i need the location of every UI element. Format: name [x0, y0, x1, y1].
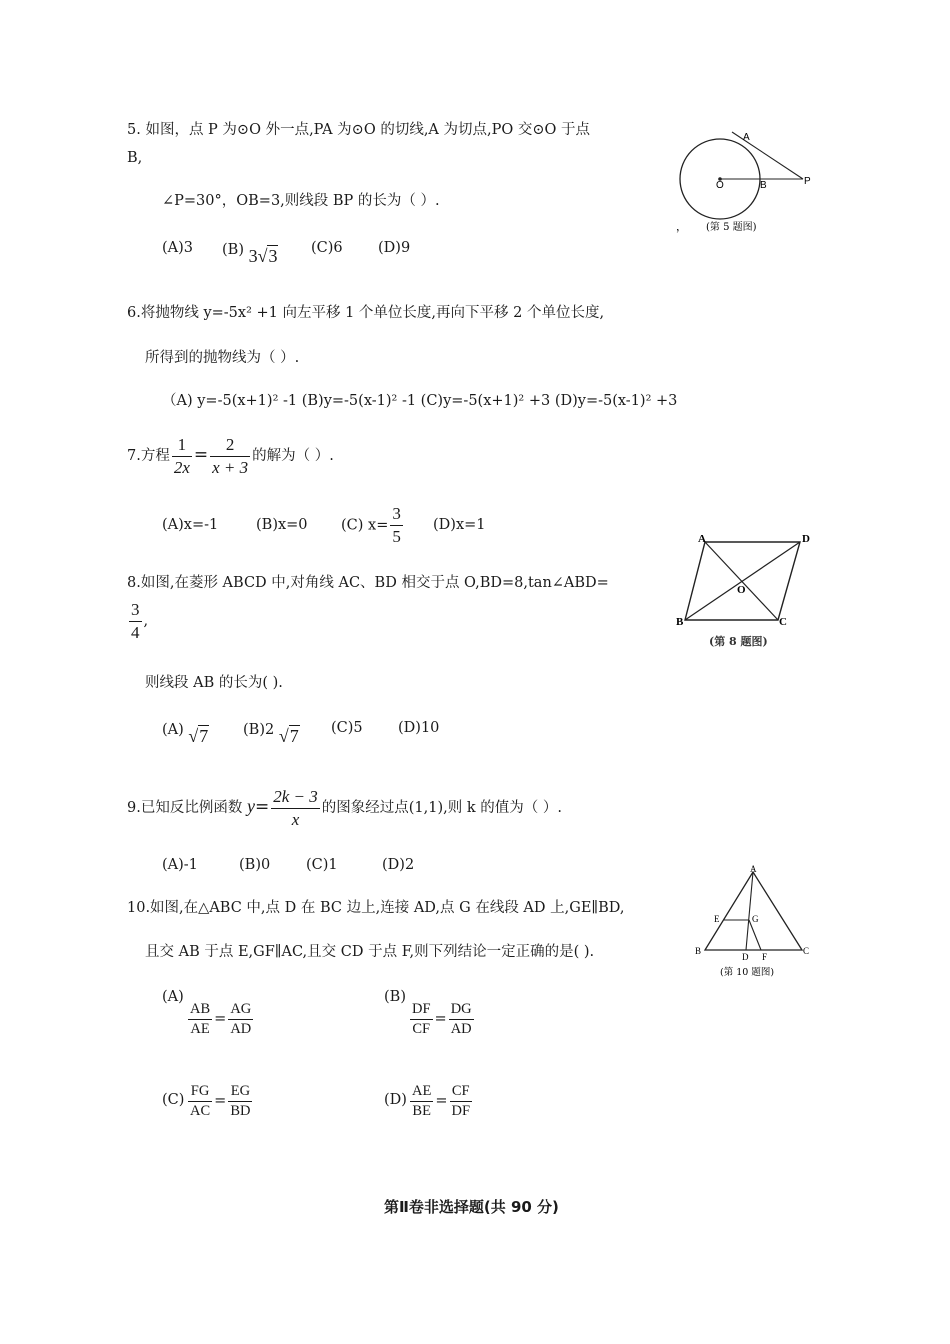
q8-figure: [676, 528, 816, 656]
q8-option-b: [243, 718, 300, 746]
q7-equals: =: [193, 445, 209, 465]
q7-lhs-fraction: [172, 434, 192, 479]
q7-stem: [127, 432, 334, 479]
q7-rhs-fraction: [210, 434, 250, 479]
q10-option-b-label: (B): [384, 989, 406, 1005]
q9-denominator: x: [291, 809, 300, 829]
q9-suffix: 的图象经过点(1,1),则 k 的值为（ ）.: [321, 800, 562, 816]
q7-option-c-denominator: 5: [392, 527, 401, 546]
q8-tan-denominator: 4: [131, 622, 140, 642]
q7-lhs-denominator: 2x: [173, 457, 190, 477]
q9-stem: [127, 783, 562, 831]
q10-fig-label-g: G: [752, 914, 759, 924]
q8-option-b-radicand: 7: [289, 726, 299, 746]
q10-option-a-label: (A): [162, 989, 184, 1005]
q10-option-a-d2: AD: [230, 1020, 252, 1037]
q10-option-b-equals: =: [434, 1011, 447, 1027]
q8-option-a: [162, 718, 209, 746]
q10-option-a-frac1: [188, 1000, 212, 1039]
q7-option-c-fraction: [390, 503, 403, 548]
q10-figure: [690, 860, 820, 980]
q10-option-d-frac2: [450, 1082, 473, 1121]
q7-option-d: (D)x=1: [433, 517, 486, 533]
q5-option-b: [222, 238, 278, 266]
q8-fig-label-b: B: [676, 616, 684, 628]
q8-option-b-radical: √7: [278, 726, 299, 746]
q7-option-b: (B)x=0: [256, 517, 308, 533]
q10-fig-label-e: E: [714, 914, 720, 924]
q10-option-c-frac2: [228, 1082, 252, 1121]
q10-stem-line1: 10.如图,在△ABC 中,点 D 在 BC 边上,连接 AD,点 G 在线段 AD 上,GE∥BD,: [127, 900, 625, 916]
q8-fig-label-o: O: [737, 584, 746, 596]
q9-equals: =: [254, 797, 270, 817]
q10-option-a-n2: AG: [228, 1000, 253, 1020]
q10-fig-triangle: [705, 872, 802, 950]
q5-option-b-radical: 3√3: [248, 246, 278, 266]
q10-fig-line-gf: [749, 920, 761, 950]
q8-stem-line2: [127, 598, 148, 644]
q10-option-b-d1: CF: [412, 1020, 431, 1037]
q6-options: （A) y=-5(x+1)² -1 (B)y=-5(x-1)² -1 (C)y=-5(x+1)² +3 (D)y=-5(x-1)² +3: [162, 393, 678, 409]
q10-fig-caption: (第 10 题图): [720, 967, 775, 978]
q7-suffix: 的解为（ ）.: [252, 448, 334, 464]
q8-fig-label-d: D: [802, 533, 810, 545]
q10-option-d-d2: DF: [451, 1102, 471, 1119]
q5-option-b-coef: 3: [248, 246, 258, 266]
q10-option-a-equals: =: [214, 1011, 227, 1027]
q8-stem-line1: 8.如图,在菱形 ABCD 中,对角线 AC、BD 相交于点 O,BD=8,tan∠ABD=: [127, 575, 609, 591]
q6-stem-line1: 6.将抛物线 y=-5x² +1 向左平移 1 个单位长度,再向下平移 2 个单位长度,: [127, 305, 605, 321]
q9-numerator: 2k − 3: [271, 786, 320, 809]
q10-option-b-frac2: [449, 1000, 474, 1039]
q9-y: y: [246, 796, 255, 816]
q10-option-a-d1: AE: [190, 1020, 210, 1037]
q7-option-a: (A)x=-1: [162, 517, 219, 533]
q5-fig-label-a: A: [743, 132, 750, 143]
q10-option-c-n1: FG: [188, 1082, 212, 1102]
q10-option-d-n1: AE: [410, 1082, 433, 1102]
q10-option-a-n1: AB: [188, 1000, 212, 1020]
q10-fig-label-c: C: [803, 946, 810, 956]
q5-fig-caption: (第 5 题图): [706, 222, 757, 233]
q10-option-c: [186, 1079, 254, 1123]
q8-tan-fraction: [129, 599, 142, 644]
q5-stem-line1: 5. 如图，点 P 为⊙O 外一点,PA 为⊙O 的切线,A 为切点,PO 交⊙O 于点: [127, 122, 591, 138]
q10-fig-line-ad: [746, 872, 753, 950]
q5-fig-label-o: O: [716, 180, 724, 191]
q9-prefix: 9.已知反比例函数: [127, 800, 243, 816]
q8-comma: ,: [143, 613, 149, 629]
q10-stem-line2: 且交 AB 于点 E,GF∥AC,且交 CD 于点 F,则下列结论一定正确的是( ).: [145, 944, 595, 960]
q6-stem-line2: 所得到的抛物线为（ ）.: [145, 350, 300, 366]
q10-option-c-frac1: [188, 1082, 212, 1121]
q8-tan-numerator: 3: [129, 599, 142, 622]
q7-rhs-denominator: x + 3: [212, 457, 249, 477]
q7-option-c-label: (C) x=: [341, 517, 389, 534]
q5-stem-line2: ∠P=30°，OB=3,则线段 BP 的长为（ ）.: [162, 193, 440, 209]
q10-option-a-frac2: [228, 1000, 253, 1039]
q9-option-c: (C)1: [306, 857, 338, 873]
q10-option-b-d2: AD: [450, 1020, 472, 1037]
q9-fraction: [271, 786, 320, 831]
q10-fig-label-a: A: [750, 864, 757, 874]
q8-fig-label-a: A: [698, 533, 706, 545]
q8-fig-label-c: C: [779, 616, 787, 628]
q10-option-d: [408, 1079, 474, 1123]
q7-option-c: [341, 503, 405, 548]
q10-fig-label-f: F: [762, 952, 768, 962]
q9-option-d: (D)2: [382, 857, 415, 873]
q8-stem-line3: 则线段 AB 的长为( ).: [145, 675, 283, 691]
q10-fig-label-b: B: [695, 946, 702, 956]
q10-option-b-frac1: [410, 1000, 433, 1039]
q10-option-a: [186, 997, 255, 1041]
q10-option-d-equals: =: [435, 1093, 448, 1109]
q9-option-b: (B)0: [239, 857, 271, 873]
q8-option-c: (C)5: [331, 720, 363, 736]
q7-prefix: 7.方程: [127, 448, 170, 464]
q5-option-c: (C)6: [311, 240, 343, 256]
q5-stem-line1b: B,: [127, 150, 143, 166]
q5-fig-label-b: B: [760, 180, 767, 191]
q7-option-c-numerator: 3: [390, 503, 403, 526]
q8-option-a-radicand: 7: [199, 726, 209, 746]
q10-option-b-n2: DG: [449, 1000, 474, 1020]
q10-option-d-frac1: [410, 1082, 433, 1121]
q10-option-d-label: (D): [384, 1092, 407, 1108]
section-title: 第Ⅱ卷非选择题(共 90 分): [384, 1198, 559, 1216]
q5-option-d: (D)9: [378, 240, 411, 256]
q10-option-b-n1: DF: [410, 1000, 433, 1020]
q9-option-a: (A)-1: [162, 857, 198, 873]
q5-option-a: (A)3: [162, 240, 194, 256]
q10-option-c-d2: BD: [230, 1102, 251, 1119]
q7-rhs-numerator: 2: [210, 434, 250, 457]
q10-option-c-n2: EG: [228, 1082, 252, 1102]
q10-option-b: [408, 997, 476, 1041]
q8-option-a-label: (A): [162, 722, 184, 738]
q10-option-d-n2: CF: [450, 1082, 473, 1102]
q8-option-d: (D)10: [398, 720, 440, 736]
q8-fig-caption: (第 8 题图): [709, 635, 768, 648]
q10-option-c-label: (C): [162, 1092, 185, 1108]
q10-option-c-equals: =: [214, 1093, 227, 1109]
q10-fig-label-d: D: [742, 952, 749, 962]
q5-figure: [670, 126, 820, 238]
q7-lhs-numerator: 1: [172, 434, 192, 457]
q5-fig-label-p: P: [804, 176, 811, 187]
q5-option-b-label: (B): [222, 242, 244, 258]
q5-option-b-radicand: 3: [268, 246, 278, 266]
q5-fig-comma: ，: [676, 220, 687, 233]
q8-option-b-label: (B)2: [243, 722, 275, 738]
q10-option-d-d1: BE: [412, 1102, 431, 1119]
q10-option-c-d1: AC: [190, 1102, 211, 1119]
q8-option-a-radical: √7: [188, 726, 209, 746]
